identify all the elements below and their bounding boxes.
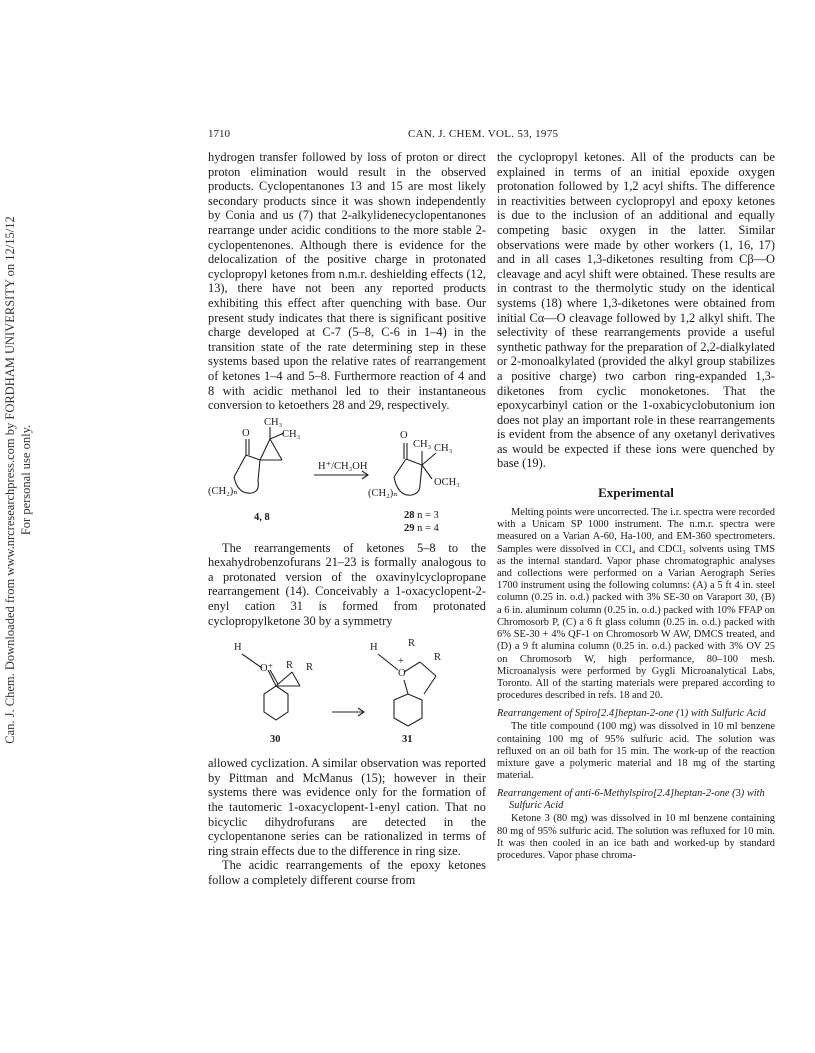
cation-plus-label: + xyxy=(398,656,404,668)
section-title-experimental: Experimental xyxy=(598,485,674,501)
n-value-29: n = 4 xyxy=(417,522,439,534)
scheme-cyclization xyxy=(208,632,486,750)
paragraph-discussion-3: allowed cyclization. A similar observation was reported by Pittman and McManus (15); however in their systems there was evidence only for the formation of the tautomeric 1-oxacyclopent-1-enyl cation. That no bicyclic dihydrofurans are detected in the cyclopentanone series can be rationalized in terms of ring strain effects due to the difference in ring size. xyxy=(208,756,486,858)
watermark-line-source: Can. J. Chem. Downloaded from www.nrcresearchpress.com by FORDHAM UNIVERSITY on 12/15/12 xyxy=(3,216,17,744)
ch2n-left-label: (CH₂)ₙ xyxy=(208,485,238,497)
running-title: CAN. J. CHEM. VOL. 53, 1975 xyxy=(408,128,559,140)
h-right-label: H xyxy=(370,642,378,654)
paragraph-experimental-3: Ketone 3 (80 mg) was dissolved in 10 ml benzene containing 80 mg of 95% sulfuric acid. The solution was refluxed for 10 min. It was then cooled in an ice bath and worked-up by standard procedures. Vapor phase chroma- xyxy=(497,813,775,861)
scheme-ketoether-formation xyxy=(208,417,486,535)
h-left-label: H xyxy=(234,642,242,654)
running-header xyxy=(208,128,773,142)
ch3-side-label: CH₃ xyxy=(282,428,301,440)
ch3-b-label: CH₃ xyxy=(434,442,453,454)
compound-label-4-8: 4, 8 xyxy=(254,511,270,523)
page-number: 1710 xyxy=(208,128,230,140)
ring-o-label: O xyxy=(398,668,406,680)
carbonyl-o-right: O xyxy=(400,429,408,441)
paragraph-discussion-1: hydrogen transfer followed by loss of proton or direct proton elimination would result in the observed products. Cyclopentanones 13 and 15 are most likely secondary products since it was shown independently by Conia and us (7) that 2-alkylidenecyclopentanones rearrange under acidic conditions to the more stable 2-cyclopentenones. Although there is evidence for the delocalization of the positive charge in protonated cyclopropyl ketones from n.m.r. deshielding effects (12, 13), there have not been any reported products exhibiting this effect after quenching with base. Our present study indicates that there is significant positive charge developed at C-7 (5–8, C-6 in 1–4) in the transition state of the rate determining step in these systems based upon the relative rates of rearrangement of ketones 1–4 and 5–8. Furthermore reaction of 4 and 8 with acidic methanol led to their instantaneous conversion to ketoethers 28 and 29, respectively. xyxy=(208,150,486,413)
carbonyl-o-left: O xyxy=(242,427,250,439)
n-value-28: n = 3 xyxy=(417,509,439,521)
paragraph-experimental-general: Melting points were uncorrected. The i.r. spectra were recorded with a Unicam SP 1000 instrument. The n.m.r. spectra were measured on a Varian A-60, Ha-100, and EM-360 spectrometers. Samples were dissolved in CCl₄ and CDCl₃ solvents using TMS as the internal standard. Vapor phase chromatographic analyses and collections were performed on a Varian Aerograph Series 1700 instrument using the following columns: (A) a 5 ft 4 in. steel column (0.25 in. o.d.) packed with 3% SE-30 on Varaport 30, (B) a 6 in. aluminum column (0.25 in. o.d.) packed with 10% FFAP on Chromosorb P, (C) a 6 ft glass column (0.25 in. o.d.) packed with 6% SE-30 + 4% QF-1 on Chromosorb W AW, DMCS treated, and (D) a 9 ft alumina column (0.25 in. o.d.) packed with 3% OV 25 on Chromosorb W, high performance, 80–100 mesh. Microanalysis were performed by Gygli Microanalytical Labs, Toronto. All of the starting materials were prepared according to procedures described in refs. 18 and 20. xyxy=(497,507,775,702)
ch3-top-label: CH₃ xyxy=(264,416,283,428)
watermark-line-usage: For personal use only. xyxy=(19,424,33,536)
paragraph-discussion-5: the cyclopropyl ketones. All of the products can be explained in terms of an initial epoxide oxygen protonation followed by 1,2 acyl shifts. The difference in reactivities between cyclopropyl and epoxy ketones is due to the inclusion of an additional and equally competing basic oxygen in the latter. Similar observations were made by other workers (1, 16, 17) and in all cases 1,3-diketones resulting from Cβ—O cleavage and acyl shift were obtained. These results are in contrast to the thermolytic study on the identical systems (18) where 1,3-diketones were obtained from initial Cα—O cleavage followed by 1,2 alkyl shift. The selectivity of these rearrangements provide a useful synthetic pathway for the preparation of 2,2-dialkylated or 2-monoalkylated (provided the alkyl group stabilizes a positive charge) two carbon ring-expanded 1,3-diketones from cyclic monoketones. That the epoxycarbinyl cation or the 1-oxabicyclobutonium ion does not play an important role in these rearrangements is evident from the absence of any oxetanyl derivatives as would be expected if these ions were quenched by base (19). xyxy=(497,150,775,471)
ch3-a-label: CH₃ xyxy=(413,438,432,450)
r2-label: R xyxy=(306,662,314,674)
r1-label: R xyxy=(286,660,294,672)
scheme2-structures xyxy=(208,632,486,750)
r4-label: R xyxy=(434,652,442,664)
paragraph-discussion-2: The rearrangements of ketones 5–8 to the hexahydrobenzofurans 21–23 is formally analogous to a protonated version of the oxavinylcyclopropane rearrangement (14). Conceivably a 1-oxacyclopent-2-enyl cation 31 is formed from protonated cyclopropylketone 30 by a symmetry xyxy=(208,540,486,628)
r3-label: R xyxy=(408,638,416,650)
compound-label-31: 31 xyxy=(402,734,413,746)
compound-label-30: 30 xyxy=(270,734,281,746)
oxonium-label: O⁺ xyxy=(260,663,274,675)
compound-label-28: 28 xyxy=(404,509,415,521)
download-watermark xyxy=(2,200,38,760)
reagent-label: H⁺/CH₃OH xyxy=(318,460,368,472)
left-column xyxy=(208,150,486,888)
paragraph-experimental-1: The title compound (100 mg) was dissolved in 10 ml benzene containing 100 mg of 95% sulfuric acid. The solution was refluxed on an oil bath for 15 min. The work-up of the reaction mixture gave a polymeric material and 18 mg of the starting material. xyxy=(497,721,775,782)
och3-label: OCH₃ xyxy=(434,476,460,488)
paragraph-discussion-4: The acidic rearrangements of the epoxy ketones follow a completely different course from xyxy=(208,858,486,887)
right-column xyxy=(497,150,775,862)
ch2n-right-label: (CH₂)ₙ xyxy=(368,487,398,499)
compound-label-29: 29 xyxy=(404,522,415,534)
subheading-methylspiroheptanone: Rearrangement of anti-6-Methylspiro[2.4]heptan-2-one (3) with Sulfuric Acid xyxy=(497,788,765,812)
subheading-spiroheptanone: Rearrangement of Spiro[2.4]heptan-2-one (1) with Sulfuric Acid xyxy=(497,708,766,720)
